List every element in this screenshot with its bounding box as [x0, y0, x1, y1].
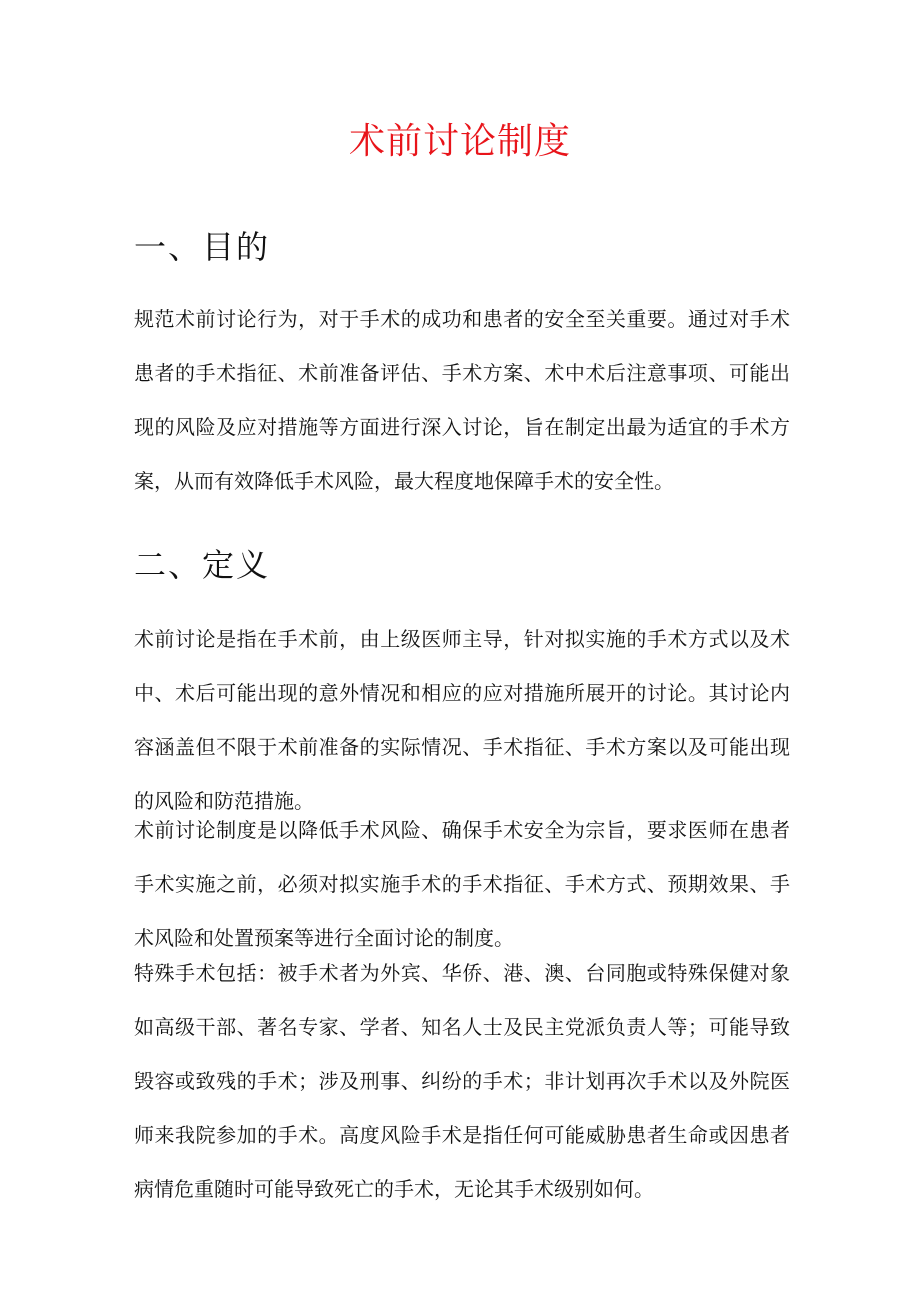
system-definition-paragraph: 术前讨论制度是以降低手术风险、确保手术安全为宗旨，要求医师在患者手术实施之前，必须对拟实施手术的手术指征、手术方式、预期效果、手术风险和处置预案等进行全面讨论的制度。	[134, 818, 790, 950]
section-heading-purpose: 一、目的	[134, 228, 271, 266]
special-surgery-paragraph: 特殊手术包括：被手术者为外宾、华侨、港、澳、台同胞或特殊保健对象如高级干部、著名专家、学者、知名人士及民主党派负责人等；可能导致毁容或致残的手术；涉及刑事、纠纷的手术；非计划再次手术以及外院医师来我院参加的手术。高度风险手术是指任何可能威胁患者生命或因患者病情危重随时可能导致死亡的手术，无论其手术级别如何。	[134, 961, 790, 1201]
purpose-paragraph: 规范术前讨论行为，对于手术的成功和患者的安全至关重要。通过对手术患者的手术指征、术前准备评估、手术方案、术中术后注意事项、可能出现的风险及应对措施等方面进行深入讨论，旨在制定出最为适宜的手术方案，从而有效降低手术风险，最大程度地保障手术的安全性。	[134, 307, 790, 493]
section-heading-definition: 二、定义	[134, 546, 271, 584]
definition-paragraph: 术前讨论是指在手术前，由上级医师主导，针对拟实施的手术方式以及术中、术后可能出现的意外情况和相应的应对措施所展开的讨论。其讨论内容涵盖但不限于术前准备的实际情况、手术指征、手术方案以及可能出现的风险和防范措施。	[134, 627, 790, 813]
document-title: 术前讨论制度	[348, 121, 571, 162]
